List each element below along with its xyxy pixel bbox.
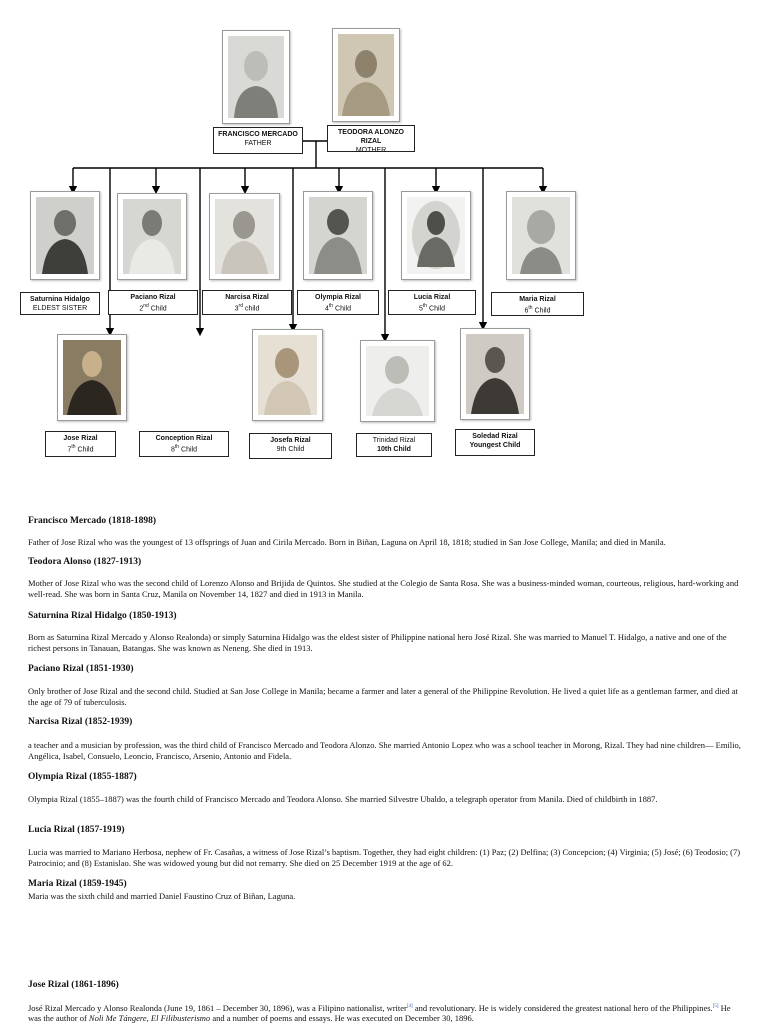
bio-heading-saturnina: Saturnina Rizal Hidalgo (1850-1913) <box>28 611 177 621</box>
child-rank-word: Child <box>534 307 551 315</box>
child-name: Jose Rizal <box>63 435 98 442</box>
parent-name: TEODORA ALONZO RIZAL <box>338 129 404 145</box>
child-rank-word: Child <box>429 305 445 313</box>
bio-heading-narcisa: Narcisa Rizal (1852-1939) <box>28 717 133 727</box>
photo-teodora-alonzo <box>332 28 400 122</box>
citation-ref[interactable]: [4] <box>406 1004 413 1009</box>
bio-text-francisco: Father of Jose Rizal who was the youngest of 13 offsprings of Juan and Cirila Mercado. Born in Biñan, Laguna on April 18, 1818; studied in San Jose College, Manila; and died in Manila. <box>28 537 666 547</box>
bio-heading-maria: Maria Rizal (1859-1945) <box>28 879 127 889</box>
child-rank-number: 8 <box>171 446 175 454</box>
jose-text-part: , <box>146 1013 151 1024</box>
child-rank-word: Child <box>77 446 94 454</box>
photo-narcisa <box>209 193 280 280</box>
photo-trinidad <box>360 340 435 422</box>
photo-maria <box>506 191 576 280</box>
jose-text-part: of the Philippines. <box>650 1002 713 1013</box>
child-rank-suffix: th <box>528 305 533 311</box>
child-name: Lucia Rizal <box>413 294 451 301</box>
child-rank-word: Child <box>150 305 167 313</box>
child-rank: Youngest Child <box>469 442 521 449</box>
bio-heading-teodora: Teodora Alonso (1827-1913) <box>28 557 142 567</box>
bio-heading-paciano: Paciano Rizal (1851-1930) <box>28 664 134 674</box>
bio-heading-jose: Jose Rizal (1861-1896) <box>28 980 119 990</box>
child-name: Maria Rizal <box>519 296 556 303</box>
photo-saturnina <box>30 191 100 280</box>
label-saturnina <box>20 292 100 315</box>
label-teodora-alonzo <box>327 125 415 152</box>
bio-text-lucia: Lucia was married to Mariano Herbosa, nephew of Fr. Casañas, a witness of Jose Rizal’s baptism. Together, they had eight children: (1) Paz; (2) Delfina; (3) Concepcion; (4) Virginia; (5) José; (6) Teodosio; (7) Patrocinio; and (8) Estanislao. She was widowed young but did not remarry. She died on 25 December 1919 at the age of 62. <box>28 847 741 868</box>
child-rank-suffix: th <box>422 303 428 309</box>
photo-francisco-mercado <box>222 30 290 124</box>
child-name: Paciano Rizal <box>130 294 176 301</box>
bio-text-jose <box>28 1002 744 1024</box>
bio-heading-olympia: Olympia Rizal (1855-1887) <box>28 772 137 782</box>
child-rank-number: 3 <box>234 305 239 313</box>
photo-olympia <box>303 191 373 280</box>
photo-soledad <box>460 328 530 420</box>
parent-role: MOTHER <box>355 147 387 154</box>
child-name: Conception Rizal <box>155 435 213 442</box>
parent-name: FRANCISCO MERCADO <box>218 131 298 138</box>
book-title-fili: El Filibusterismo <box>150 1013 211 1024</box>
child-rank-word: child <box>244 305 260 313</box>
child-name: Olympia Rizal <box>315 294 361 301</box>
child-name: Narcisa Rizal <box>225 294 269 301</box>
jose-text-part: and a number of poems and essays. He was executed on December 30, 1896. <box>210 1013 474 1024</box>
label-jose-rizal <box>45 431 116 457</box>
label-soledad <box>455 429 535 456</box>
jose-text-part: José Rizal Mercado y Alonso Realonda (June 19, 1861 – December 30, 1896), was a Filipino nationalist, writer <box>28 1002 407 1013</box>
label-conception <box>139 431 229 457</box>
label-francisco-mercado <box>213 127 303 154</box>
bio-text-paciano: Only brother of Jose Rizal and the second child. Studied at San Jose College in Manila; became a farmer and later a general of the Philippine Revolution. He lived a quiet life as a gentleman farmer, and died at the age of 79 of tuberculosis. <box>28 686 738 707</box>
child-rank-suffix: th <box>328 303 334 309</box>
photo-jose-rizal <box>57 334 127 421</box>
child-rank-number: 5 <box>419 305 423 313</box>
photo-paciano <box>117 193 187 280</box>
label-lucia <box>388 290 476 315</box>
photo-lucia <box>401 191 471 280</box>
child-name: Soledad Rizal <box>472 433 518 440</box>
bio-text-maria: Maria was the sixth child and married Daniel Faustino Cruz of Biñan, Laguna. <box>28 891 296 901</box>
label-narcisa <box>202 290 292 315</box>
child-rank-word: Child <box>181 446 197 454</box>
parent-role: FATHER <box>244 140 272 147</box>
child-rank-suffix: rd <box>238 303 243 309</box>
photo-josefa <box>252 329 323 421</box>
book-title-noli: Noli Me Tángere <box>88 1013 147 1024</box>
child-rank-suffix: nd <box>143 303 149 309</box>
bio-text-teodora: Mother of Jose Rizal who was the second child of Lorenzo Alonso and Brijida de Quintos. She studied at the Colegio de Santa Rosa. She was a business-minded woman, courteous, religious, hard-working and well-read. She was born in Santa Cruz, Manila on November 14, 1827 and died in 1913 in Manila. <box>28 578 739 599</box>
label-trinidad <box>356 433 432 457</box>
child-rank-suffix: th <box>71 444 76 450</box>
child-rank: 10th Child <box>377 446 411 453</box>
bio-text-saturnina: Born as Saturnina Rizal Mercado y Alonso Realonda) or simply Saturnina Hidalgo was the eldest sister of Philippine national hero José Rizal. She was married to Manuel T. Hidalgo, a native and one of the richest persons in Tanauan, Batangas. She was known as Neneng. She died in 1913. <box>28 632 727 653</box>
label-paciano <box>108 290 198 315</box>
label-olympia <box>297 290 379 315</box>
jose-text-part: and revolutionary. He is widely considered the greatest national hero <box>412 1002 649 1013</box>
child-rank-number: 7 <box>67 446 72 454</box>
bio-heading-lucia: Lucia Rizal (1857-1919) <box>28 825 125 835</box>
bio-text-olympia: Olympia Rizal (1855–1887) was the fourth child of Francisco Mercado and Teodora Alonso. She married Silvestre Ubaldo, a telegraph operator from Manila. Died of childbirth in 1887. <box>28 794 658 804</box>
child-rank-suffix: th <box>174 444 180 450</box>
jose-text-part: He was the author of <box>28 1002 731 1024</box>
child-name: Saturnina Hidalgo <box>30 296 90 303</box>
bio-text-narcisa: a teacher and a musician by profession, was the third child of Francisco Mercado and Teodora Alonzo. She married Antonio Lopez who was a school teacher in Morong, Rizal. They had nine children— Emilio, Angélica, Isabel, Consuelo, Leoncio, Francisco, Arsenio, Antonio and Fidela. <box>28 740 741 761</box>
child-rank-word: Child <box>335 305 351 313</box>
child-rank: 9th Child <box>276 446 305 453</box>
label-josefa <box>249 433 332 459</box>
child-rank: ELDEST SISTER <box>32 305 88 312</box>
child-rank-number: 4 <box>325 305 329 313</box>
child-name: Trinidad Rizal <box>372 437 416 444</box>
child-name: Josefa Rizal <box>270 437 311 444</box>
citation-ref[interactable]: [5] <box>712 1004 719 1009</box>
label-maria <box>491 292 584 316</box>
child-rank-number: 2 <box>139 305 144 313</box>
bio-heading-francisco: Francisco Mercado (1818-1898) <box>28 516 157 526</box>
child-rank-number: 6 <box>524 307 529 315</box>
